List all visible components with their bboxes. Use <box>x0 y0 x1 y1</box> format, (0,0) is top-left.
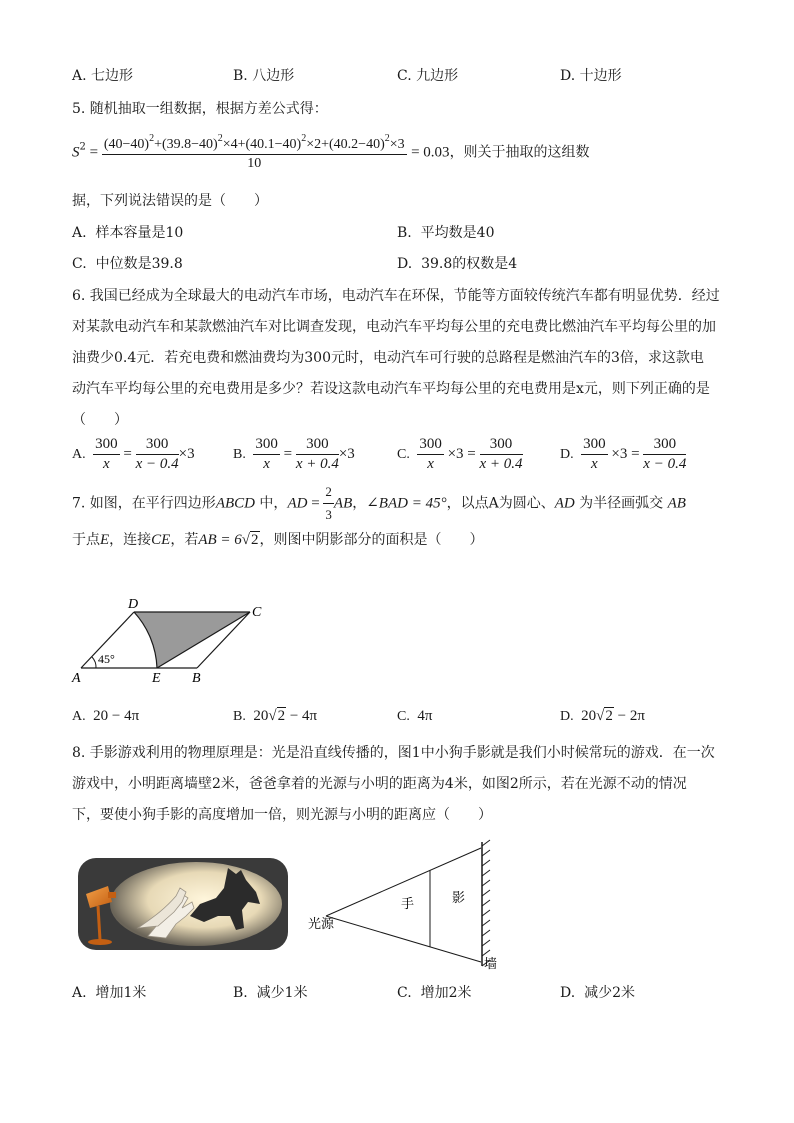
angle-arc <box>92 657 96 668</box>
q7-option-b[interactable]: B. 20√2 − 4π <box>233 708 318 724</box>
variance-fraction <box>102 133 407 172</box>
q4-option-d[interactable]: D. 十边形 <box>560 68 622 84</box>
q7-parallelogram-figure <box>66 596 276 688</box>
q6-line-5: （ ） <box>72 412 128 428</box>
q5-option-b[interactable]: B. 平均数是40 <box>397 225 495 241</box>
label-shadow: 影 <box>452 891 466 906</box>
q8-option-a[interactable]: A. 增加1米 <box>72 985 147 1001</box>
label-angle: 45° <box>98 652 115 666</box>
q6-line-1: 6. 我国已经成为全球最大的电动汽车市场，电动汽车在环保，节能等方面较传统汽车都有明显优势．经过 <box>72 288 720 304</box>
label-c: C <box>252 605 262 620</box>
q5-line3: 据，下列说法错误的是（ ） <box>72 193 268 209</box>
q6-option-c[interactable]: C. $\frac{300}{x}$ ×3 = $\frac{300}{x + 0.4}$ <box>397 436 523 472</box>
q4-option-b[interactable]: B. 八边形 <box>233 68 295 84</box>
q6-option-d[interactable]: D. $\frac{300}{x}$ ×3 = $\frac{300}{x - 0.4}$ <box>560 436 687 472</box>
q8-option-d[interactable]: D. 减少2米 <box>560 985 636 1001</box>
label-a: A <box>72 671 81 686</box>
wall-hatching <box>482 840 490 966</box>
q8-line-1: 8. 手影游戏利用的物理原理是：光是沿直线传播的，图1中小狗手影就是我们小时候常玩的游戏．在一次 <box>72 745 715 761</box>
q5-variance-formula: $S^2$ = $\frac{(40-40)^2+(39.8-40)^2\times 4+(40.1-40)^2\times 2+(40.2-40)^2\times 3}{10}$ = 0.03，则关于抽取的这组数 <box>72 133 590 171</box>
q5-option-d[interactable]: D. 39.8的权数是4 <box>397 256 518 272</box>
q5-stem: 5. 随机抽取一组数据，根据方差公式得： <box>72 101 328 117</box>
q4-option-c[interactable]: C. 九边形 <box>397 68 459 84</box>
q6-option-a[interactable]: A. $\frac{300}{x}$ = $\frac{300}{x - 0.4}$ ×3 <box>72 436 195 472</box>
label-b: B <box>192 671 201 686</box>
hand-shadow-photo <box>78 858 288 950</box>
q7-option-d[interactable]: D. 20√2 − 2π <box>560 708 645 724</box>
q6-line-3: 油费少0.4元．若充电费和燃油费均为300元时，电动汽车可行驶的总路程是燃油汽车的3倍，求这款电 <box>72 350 704 366</box>
light-source-diagram <box>306 836 516 976</box>
q4-option-a[interactable]: A. 七边形 <box>72 68 134 84</box>
q6-line-2: 对某款电动汽车和某款燃油汽车对比调查发现，电动汽车平均每公里的充电费比燃油汽车平均每公里的加 <box>72 319 716 335</box>
q8-line-2: 游戏中，小明距离墙壁2米，爸爸拿着的光源与小明的距离为4米，如图2所示，若在光源不动的情况 <box>72 776 687 792</box>
q6-line-4: 动汽车平均每公里的充电费用是多少？若设这款电动汽车平均每公里的充电费用是x元，则下列正确的是 <box>72 381 710 397</box>
q8-option-c[interactable]: C. 增加2米 <box>397 985 472 1001</box>
label-source: 光源 <box>308 917 335 932</box>
q7-line-2: 于点E，连接CE，若AB = 6√2，则图中阴影部分的面积是（ ） <box>72 532 484 548</box>
label-d: D <box>128 597 139 612</box>
q7-option-a[interactable]: A. 20 − 4π <box>72 708 140 724</box>
q5-option-a[interactable]: A. 样本容量是10 <box>72 225 184 241</box>
variance-denominator: 10 <box>247 156 262 171</box>
q8-option-b[interactable]: B. 减少1米 <box>233 985 308 1001</box>
label-wall: 墙 <box>484 957 498 972</box>
variance-numerator: $(40-40)^2+(39.8-40)^2\times 4+(40.1-40)^2\times 2+(40.2-40)^2\times 3$ <box>102 133 407 155</box>
q5-option-c[interactable]: C. 中位数是39.8 <box>72 256 183 272</box>
q8-line-3: 下，要使小狗手影的高度增加一倍，则光源与小明的距离应（ ） <box>72 807 492 823</box>
q7-line-1: 7. 如图，在平行四边形ABCD 中，AD = $\frac{2}{3}$ AB，∠BAD = 45°，以点A为圆心、AD 为半径画弧交 AB <box>72 484 686 522</box>
label-e: E <box>152 671 161 686</box>
label-hand: 手 <box>401 897 415 912</box>
q6-option-b[interactable]: B. $\frac{300}{x}$ = $\frac{300}{x + 0.4}$ ×3 <box>233 436 355 472</box>
q7-option-c[interactable]: C. 4π <box>397 708 433 724</box>
